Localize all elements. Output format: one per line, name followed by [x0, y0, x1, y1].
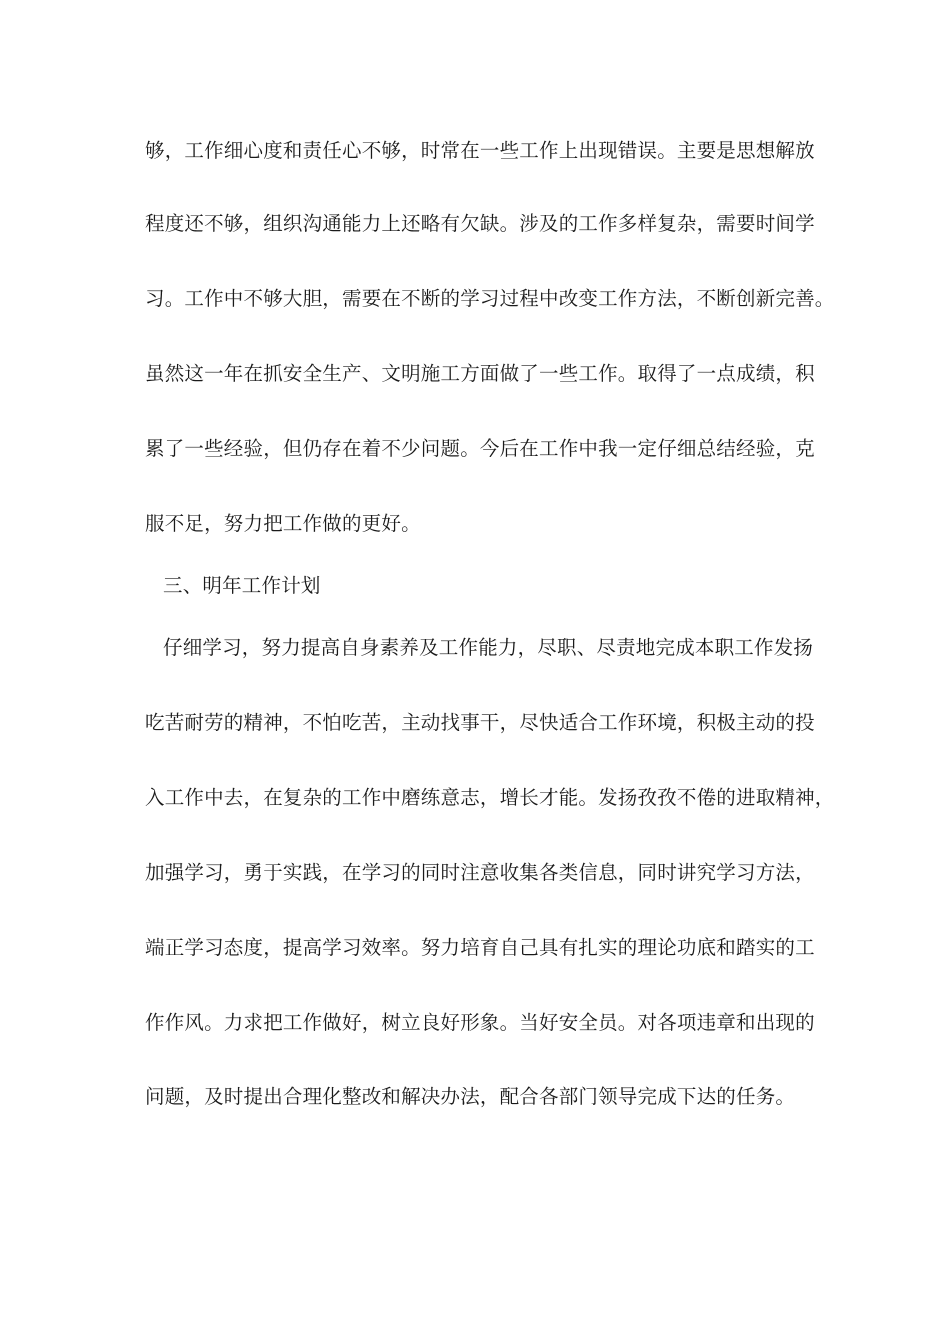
paragraph-line-7: 仔细学习，努力提高自身素养及工作能力，尽职、尽责地完成本职工作发扬: [163, 636, 814, 659]
paragraph-line-11: 端正学习态度，提高学习效率。努力培育自己具有扎实的理论功底和踏实的工: [145, 936, 815, 959]
section-heading: 三、明年工作计划: [163, 574, 321, 597]
paragraph-line-6: 服不足，努力把工作做的更好。: [145, 512, 421, 535]
paragraph-line-8: 吃苦耐劳的精神，不怕吃苦，主动找事干，尽快适合工作环境，积极主动的投: [145, 711, 815, 734]
paragraph-line-10: 加强学习，勇于实践，在学习的同时注意收集各类信息，同时讲究学习方法，: [145, 861, 815, 884]
paragraph-line-5: 累了一些经验，但仍存在着不少问题。今后在工作中我一定仔细总结经验，克: [145, 437, 815, 460]
paragraph-line-2: 程度还不够，组织沟通能力上还略有欠缺。涉及的工作多样复杂，需要时间学: [145, 212, 815, 235]
paragraph-line-13: 问题，及时提出合理化整改和解决办法，配合各部门领导完成下达的任务。: [145, 1085, 796, 1108]
paragraph-line-12: 作作风。力求把工作做好，树立良好形象。当好安全员。对各项违章和出现的: [145, 1011, 815, 1034]
paragraph-line-9: 入工作中去，在复杂的工作中磨练意志，增长才能。发扬孜孜不倦的进取精神，: [145, 786, 835, 809]
paragraph-line-4: 虽然这一年在抓安全生产、文明施工方面做了一些工作。取得了一点成绩，积: [145, 362, 815, 385]
paragraph-line-1: 够，工作细心度和责任心不够，时常在一些工作上出现错误。主要是思想解放: [145, 139, 815, 162]
paragraph-line-3: 习。工作中不够大胆，需要在不断的学习过程中改变工作方法，不断创新完善。: [145, 287, 835, 310]
